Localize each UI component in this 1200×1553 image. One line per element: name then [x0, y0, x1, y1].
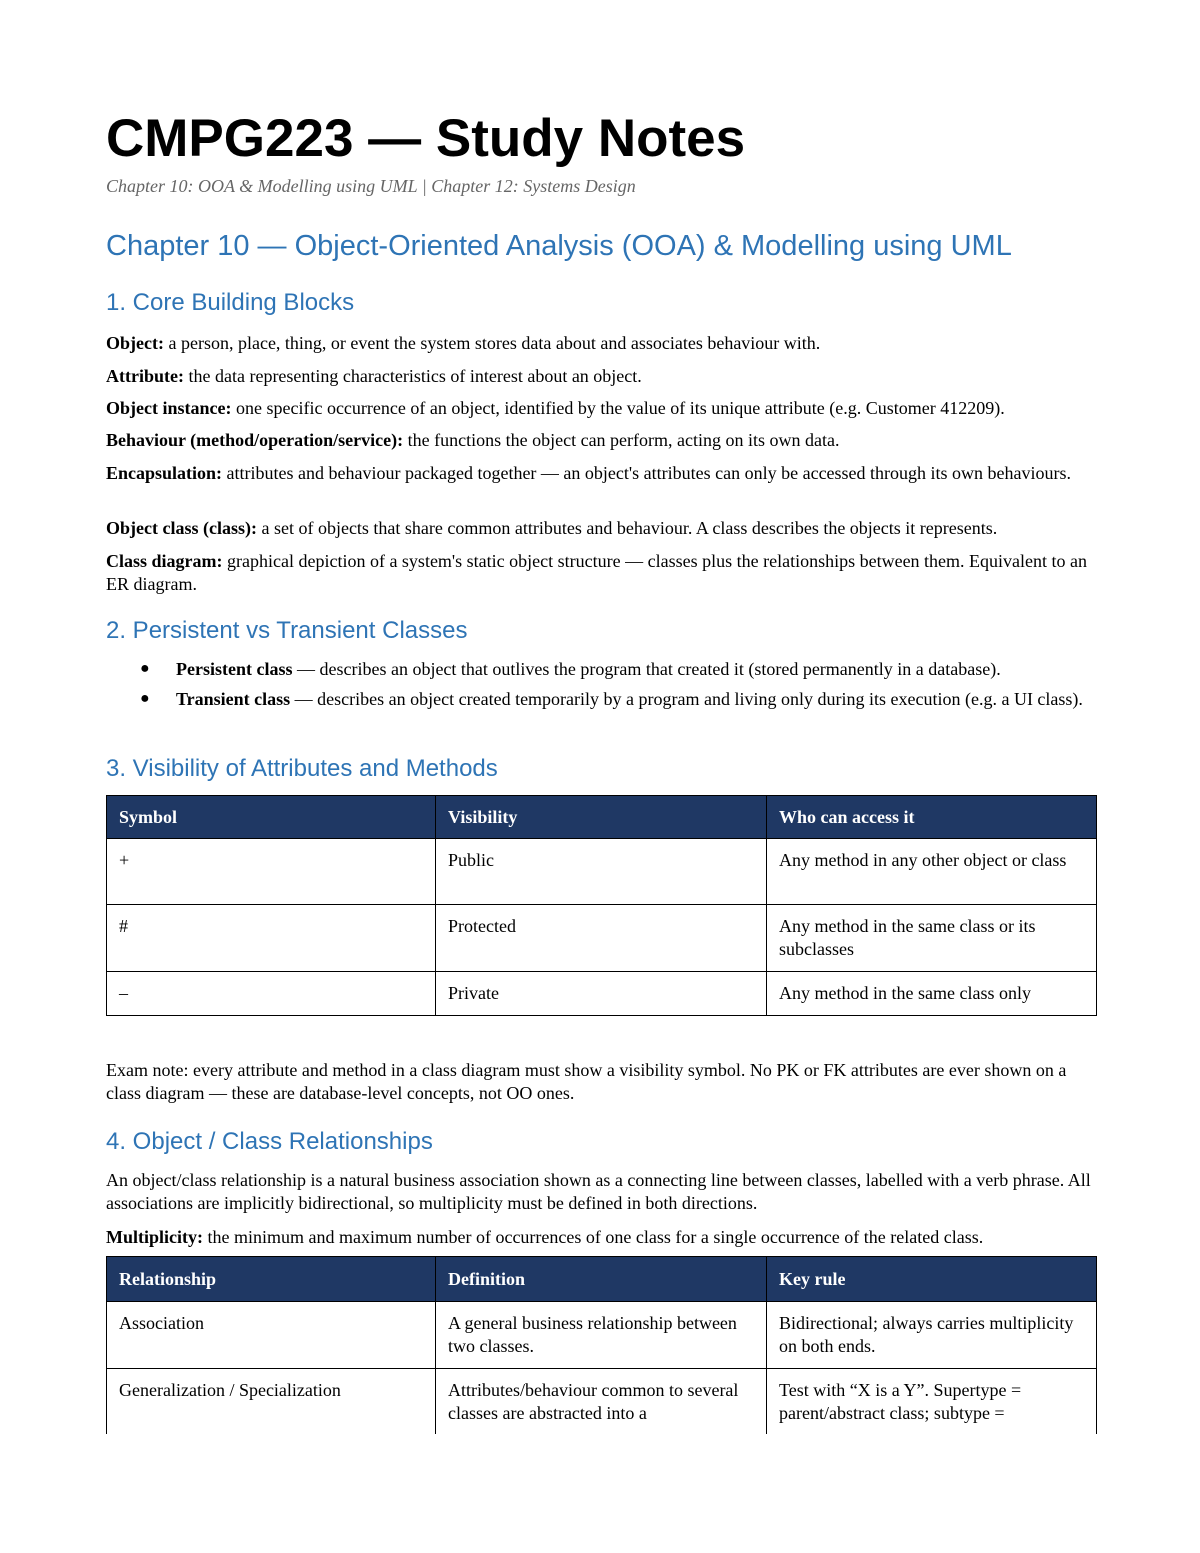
definition-object — [106, 332, 1096, 355]
section-heading-persistent-transient: 2. Persistent vs Transient Classes — [106, 617, 468, 644]
relationships-intro: An object/class relationship is a natural business association shown as a connecting line between classes, labelled with a verb phrase. All associations are implicitly bidirectional, so multiplicity must be defined in both directions. — [106, 1170, 1091, 1213]
table-cell: # — [107, 905, 436, 972]
bullet-term: Transient class — [176, 689, 291, 709]
definition-term: Encapsulation: — [106, 463, 223, 483]
definition-text: one specific occurrence of an object, identified by the value of its unique attribute (e.g. Customer 412209). — [231, 398, 1005, 418]
definition-attribute — [106, 365, 1096, 388]
definition-class-diagram — [106, 550, 1096, 596]
relationships-table-clip — [106, 1256, 1098, 1434]
visibility-table — [106, 795, 1097, 1016]
table-cell: + — [107, 839, 436, 905]
section-heading-relationships: 4. Object / Class Relationships — [106, 1128, 433, 1155]
definition-term: Class diagram: — [106, 551, 223, 571]
column-header: Definition — [436, 1257, 767, 1302]
table-cell: Attributes/behaviour common to several classes are abstracted into a — [436, 1369, 767, 1435]
bullet-text — [176, 658, 1096, 680]
bullet-icon: ● — [140, 690, 150, 707]
table-cell: A general business relationship between two classes. — [436, 1302, 767, 1369]
definition-term: Object class (class): — [106, 518, 257, 538]
definition-text: a person, place, thing, or event the system stores data about and associates behaviour with. — [163, 333, 821, 353]
column-header: Relationship — [107, 1257, 436, 1302]
bullet-text — [176, 688, 1096, 710]
definition-term: Multiplicity: — [106, 1227, 203, 1247]
table-cell: Private — [436, 972, 767, 1016]
document-title: CMPG223 — Study Notes — [106, 109, 746, 168]
definition-text: attributes and behaviour packaged together — an object's attributes can only be accessed through its own behaviours. — [222, 463, 1072, 483]
definition-text: graphical depiction of a system's static object structure — classes plus the relationships between them. Equivalent to an ER diagram. — [106, 551, 1088, 594]
bullet-description: — describes an object that outlives the program that created it (stored permanently in a database). — [292, 659, 1001, 679]
exam-note: Exam note: every attribute and method in a class diagram must show a visibility symbol. No PK or FK attributes are ever shown on a class diagram — these are database-level concepts, not OO ones. — [106, 1060, 1067, 1103]
table-cell: Any method in any other object or class — [767, 839, 1097, 905]
table-cell: Generalization / Specialization — [107, 1369, 436, 1435]
definition-object-class — [106, 517, 1096, 540]
definition-term: Object instance: — [106, 398, 232, 418]
document-subtitle: Chapter 10: OOA & Modelling using UML | Chapter 12: Systems Design — [106, 176, 636, 196]
table-header-row — [107, 1257, 1097, 1302]
column-header: Symbol — [107, 796, 436, 839]
definition-text: the functions the object can perform, acting on its own data. — [403, 430, 840, 450]
definition-text: the data representing characteristics of interest about an object. — [183, 366, 642, 386]
table-cell: Public — [436, 839, 767, 905]
table-cell: Test with “X is a Y”. Supertype = parent/abstract class; subtype = — [767, 1369, 1097, 1435]
table-cell: – — [107, 972, 436, 1016]
definition-behaviour — [106, 429, 1096, 452]
relationships-table — [106, 1256, 1097, 1434]
definition-text: a set of objects that share common attributes and behaviour. A class describes the objects it represents. — [256, 518, 998, 538]
table-cell: Any method in the same class or its subclasses — [767, 905, 1097, 972]
table-header-row — [107, 796, 1097, 839]
table-row — [107, 1302, 1097, 1369]
table-cell: Association — [107, 1302, 436, 1369]
chapter-heading: Chapter 10 — Object-Oriented Analysis (OOA) & Modelling using UML — [106, 230, 1012, 262]
section-heading-core-blocks: 1. Core Building Blocks — [106, 289, 355, 316]
column-header: Who can access it — [767, 796, 1097, 839]
table-row — [107, 839, 1097, 905]
column-header: Visibility — [436, 796, 767, 839]
section-heading-visibility: 3. Visibility of Attributes and Methods — [106, 755, 498, 782]
table-cell: Any method in the same class only — [767, 972, 1097, 1016]
definition-term: Attribute: — [106, 366, 184, 386]
bullet-icon: ● — [140, 660, 150, 677]
definition-encapsulation — [106, 462, 1096, 485]
table-cell: Protected — [436, 905, 767, 972]
bullet-description: — describes an object created temporarily by a program and living only during its execution (e.g. a UI class). — [290, 689, 1083, 709]
column-header: Key rule — [767, 1257, 1097, 1302]
definition-term: Behaviour (method/operation/service): — [106, 430, 404, 450]
table-row — [107, 972, 1097, 1016]
table-cell: Bidirectional; always carries multiplicity on both ends. — [767, 1302, 1097, 1369]
table-row — [107, 1369, 1097, 1435]
definition-object-instance — [106, 397, 1096, 420]
definition-term: Object: — [106, 333, 164, 353]
definition-multiplicity — [106, 1226, 1096, 1249]
table-row — [107, 905, 1097, 972]
bullet-term: Persistent class — [176, 659, 293, 679]
definition-text: the minimum and maximum number of occurrences of one class for a single occurrence of the related class. — [203, 1227, 984, 1247]
